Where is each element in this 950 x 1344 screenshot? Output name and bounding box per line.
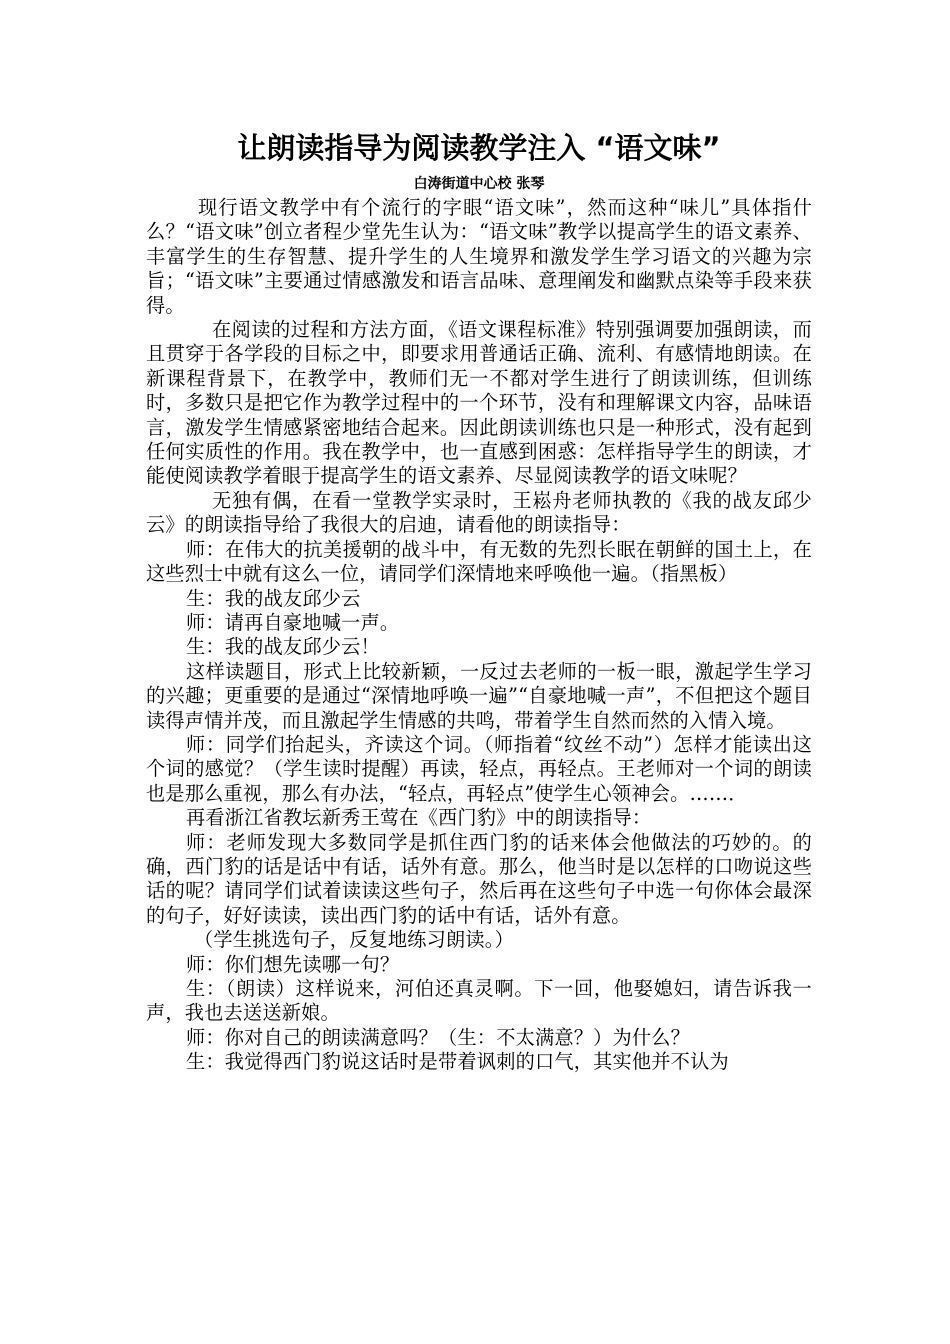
paragraph: 师：你对自己的朗读满意吗？（生：不太满意？）为什么？ xyxy=(186,1025,691,1049)
document-page xyxy=(146,128,812,1075)
paragraph: 这样读题目，形式上比较新颖，一反过去老师的一板一眼，激起学生学习的兴趣；更重要的是通过“深情地呼唤一遍”“自豪地喊一声”，不但把这个题目读得声情并茂，而且激起学生情感的共鸣，带着学生自然而然的入情入境。 xyxy=(146,659,812,732)
paragraph: 师：在伟大的抗美援朝的战斗中，有无数的先烈长眠在朝鲜的国土上，在这些烈士中就有这么一位，请同学们深情地来呼唤他一遍。（指黑板） xyxy=(146,537,812,586)
author-byline: 白涛街道中心校 张琴 xyxy=(413,176,545,192)
document-body xyxy=(146,196,812,1075)
paragraph: 生：（朗读）这样说来，河伯还真灵啊。下一回，他娶媳妇，请告诉我一声，我也去送送新娘。 xyxy=(146,977,812,1025)
paragraph: 师：同学们抬起头，齐读这个词。（师指着“纹丝不动”）怎样才能读出这个词的感觉？（学生读时提醒）再读，轻点，再轻点。王老师对一个词的朗读也是那么重视，那么有办法，“轻点，再轻点”使学生心领神会。……． xyxy=(146,732,812,805)
paragraph: 生：我的战友邱少云！ xyxy=(186,635,380,659)
paragraph: 师：你们想先读哪一句？ xyxy=(186,952,400,976)
paragraph: 无独有偶，在看一堂教学实录时，王崧舟老师执教的《我的战友邱少云》的朗读指导给了我很大的启迪，请看他的朗读指导： xyxy=(146,488,812,537)
paragraph: 再看浙江省教坛新秀王莺在《西门豹》中的朗读指导： xyxy=(186,806,652,830)
paragraph: 生：我觉得西门豹说这话时是带着讽刺的口气，其实他并不认为 xyxy=(186,1050,729,1074)
paragraph: 在阅读的过程和方法方面，《语文课程标准》特别强调要加强朗读，而且贯穿于各学段的目标之中，即要求用普通话正确、流利、有感情地朗读。在新课程背景下，在教学中，教师们无一不都对学生进行了朗读训练，但训练时，多数只是把它作为教学过程中的一个环节，没有和理解课文内容，品味语言，激发学生情感紧密地结合起来。因此朗读训练也只是一种形式，没有起到任何实质性的作用。我在教学中，也一直感到困惑：怎样指导学生的朗读，才能使阅读教学着眼于提高学生的语文素养、尽显阅读教学的语文味呢？ xyxy=(146,318,812,488)
document-title: 让朗读指导为阅读教学注入 “语文味” xyxy=(237,131,721,165)
paragraph: 师：老师发现大多数同学是抓住西门豹的话来体会他做法的巧妙的。的确，西门豹的话是话中有话，话外有意。那么，他当时是以怎样的口吻说这些话的呢？请同学们试着读读这些句子，然后再在这些句子中选一句你体会最深的句子，好好读读，读出西门豹的话中有话，话外有意。 xyxy=(146,830,812,927)
paragraph: 现行语文教学中有个流行的字眼“语文味”，然而这种“味儿”具体指什么？“语文味”创立者程少堂先生认为：“语文味”教学以提高学生的语文素养、丰富学生的生存智慧、提升学生的人生境界和激发学生学习语文的兴趣为宗旨；“语文味”主要通过情感激发和语言品味、意理阐发和幽默点染等手段来获得。 xyxy=(146,196,812,317)
paragraph: （学生挑选句子，反复地练习朗读。） xyxy=(194,928,514,952)
paragraph: 生：我的战友邱少云 xyxy=(186,586,361,610)
paragraph: 师：请再自豪地喊一声。 xyxy=(186,610,400,634)
